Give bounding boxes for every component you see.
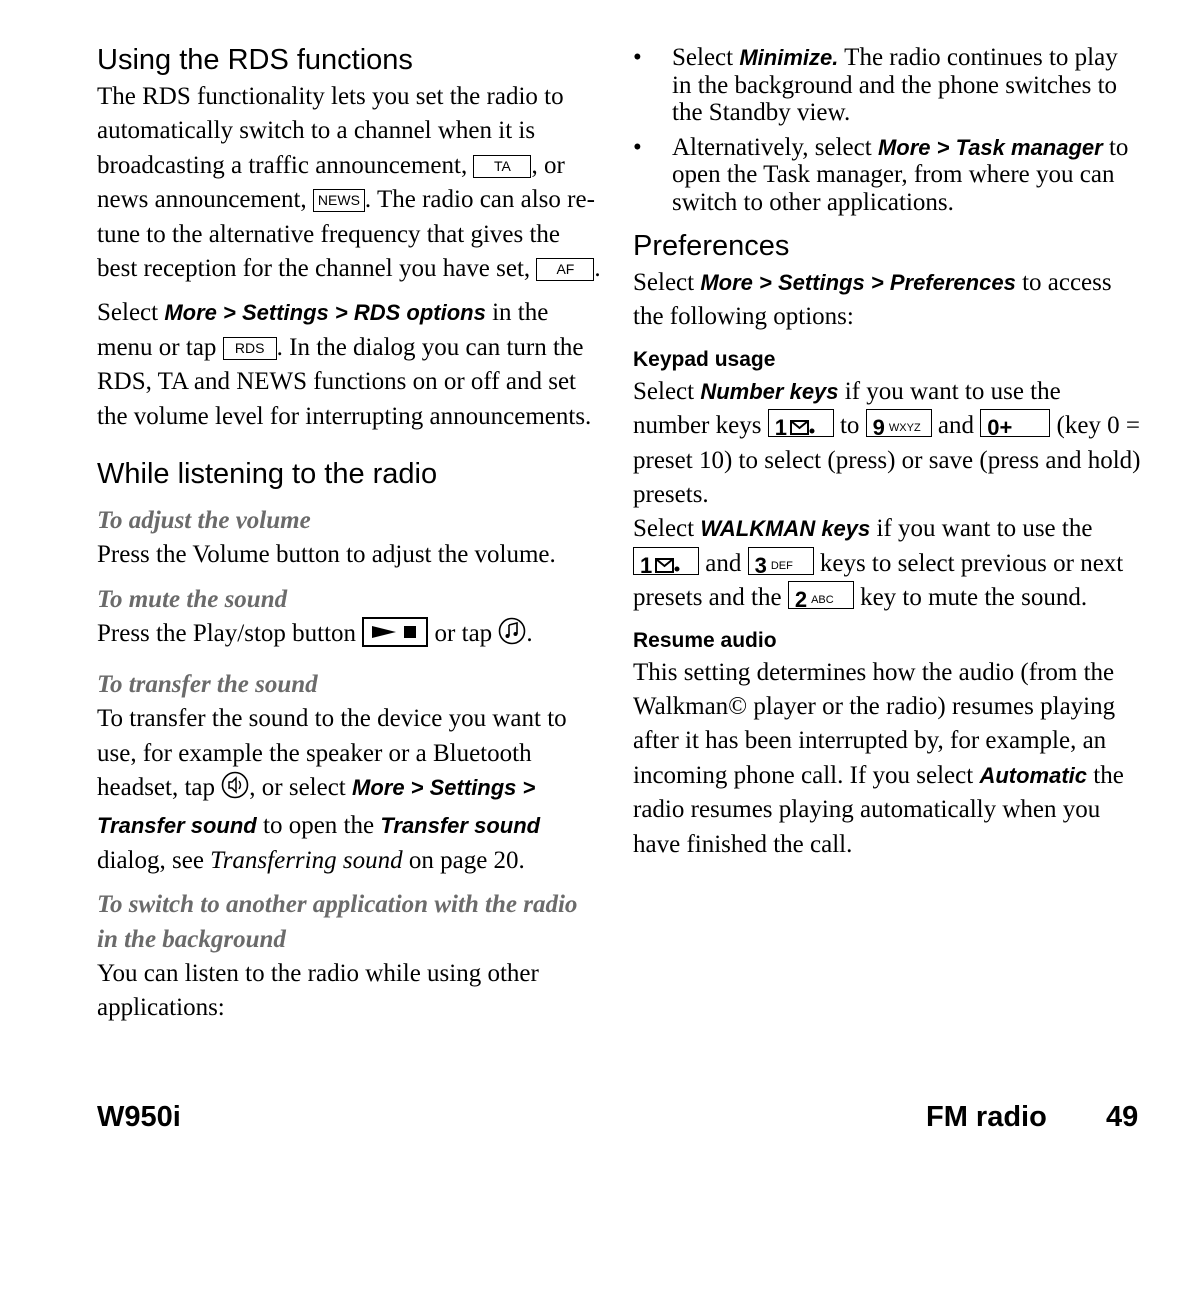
rds-key-icon: RDS	[223, 337, 277, 360]
footer-section: FM radio	[926, 1101, 1047, 1133]
key-0-icon: 0+	[980, 409, 1050, 437]
speaker-icon	[221, 771, 249, 809]
listening-heading: While listening to the radio	[97, 458, 438, 491]
news-key-icon: NEWS	[313, 189, 365, 212]
footer-model: W950i	[97, 1101, 181, 1133]
rds-options-command: More > Settings > RDS options	[164, 300, 486, 326]
walkman-keys-text: Select WALKMAN keys if you want to use the 1 and 3 DEF keys to select previous or next presets and the 2 ABC key to mute the sound.	[633, 515, 1124, 613]
key-1-icon: 1	[768, 409, 834, 437]
keypad-usage-heading: Keypad usage	[633, 347, 776, 371]
af-key-icon: AF	[536, 258, 594, 281]
footer-page-number: 49	[1106, 1101, 1139, 1133]
preferences-command: More > Settings > Preferences	[700, 270, 1016, 295]
rds-heading: Using the RDS functions	[97, 44, 413, 76]
transfer-title: To transfer the sound	[97, 670, 318, 698]
number-keys-text: Select Number keys if you want to use the number keys 1 to 9 WXYZ and 0+ (key 0 = preset 10) to select (press) or save (press and hold) presets.	[633, 377, 1141, 509]
resume-audio-text: This setting determines how the audio (from the Walkman© player or the radio) resumes playing after it has been interrupted by, for example, an incoming phone call. If you select Automatic the radio resumes playing automatically when you have finished the call.	[633, 658, 1124, 858]
ta-key-icon: TA	[473, 155, 531, 178]
transfer-sound-command: More > Settings > Transfer sound	[97, 774, 536, 839]
envelope-icon	[790, 420, 816, 436]
play-stop-icon	[362, 617, 428, 657]
bullet-task-manager: • Alternatively, select More > Task manager to open the Task manager, from where you can switch to other applications.	[633, 134, 1143, 217]
preferences-heading: Preferences	[633, 230, 790, 262]
rds-paragraph-2: Select More > Settings > RDS options in the menu or tap RDS . In the dialog you can turn the RDS, TA and NEWS functions on or off and set the volume level for interrupting announcements.	[97, 299, 592, 430]
preferences-text: Select More > Settings > Preferences to access the following options:	[633, 269, 1112, 331]
walkman-keys-command: WALKMAN keys	[700, 516, 871, 542]
task-manager-command: More > Task manager	[877, 134, 1103, 160]
minimize-command: Minimize.	[739, 45, 839, 70]
resume-audio-heading: Resume audio	[633, 628, 777, 652]
transfer-text: To transfer the sound to the device you want to use, for example the speaker or a Bluetooth headset, tap , or select More > Settings > Transfer sound to open the Transfer sound dialog, see Transferring sound on page 20.	[97, 705, 567, 874]
automatic-command: Automatic	[979, 762, 1087, 788]
volume-text: Press the Volume button to adjust the volume.	[97, 541, 556, 569]
rds-paragraph-1: The RDS functionality lets you set the radio to automatically switch to a channel when it is broadcasting a traffic announcement, TA , or news announcement, NEWS . The radio can also re-tune to the alternative frequency that gives the best reception for the channel you have set, AF .	[97, 83, 601, 283]
switch-title: To switch to another application with the radio in the background	[97, 891, 578, 953]
key-9-icon: 9 WXYZ	[866, 409, 932, 437]
transfer-sound-dialog-name: Transfer sound	[380, 813, 541, 839]
transferring-sound-reference[interactable]: Transferring sound	[210, 846, 403, 874]
switch-text: You can listen to the radio while using other applications:	[97, 959, 539, 1022]
key-3-icon: 3 DEF	[748, 547, 814, 575]
envelope-icon	[655, 558, 681, 574]
left-column	[97, 40, 602, 1026]
volume-title: To adjust the volume	[97, 507, 311, 535]
music-note-icon	[498, 617, 526, 655]
mute-text: Press the Play/stop button or tap .	[97, 617, 602, 657]
mute-title: To mute the sound	[97, 585, 288, 613]
key-1-icon: 1	[633, 547, 699, 575]
key-2-icon: 2 ABC	[788, 581, 854, 609]
number-keys-command: Number keys	[700, 378, 839, 404]
bullet-minimize: • Select Minimize. The radio continues to play in the background and the phone switches to the Standby view.	[633, 44, 1143, 127]
right-column	[633, 44, 1143, 862]
